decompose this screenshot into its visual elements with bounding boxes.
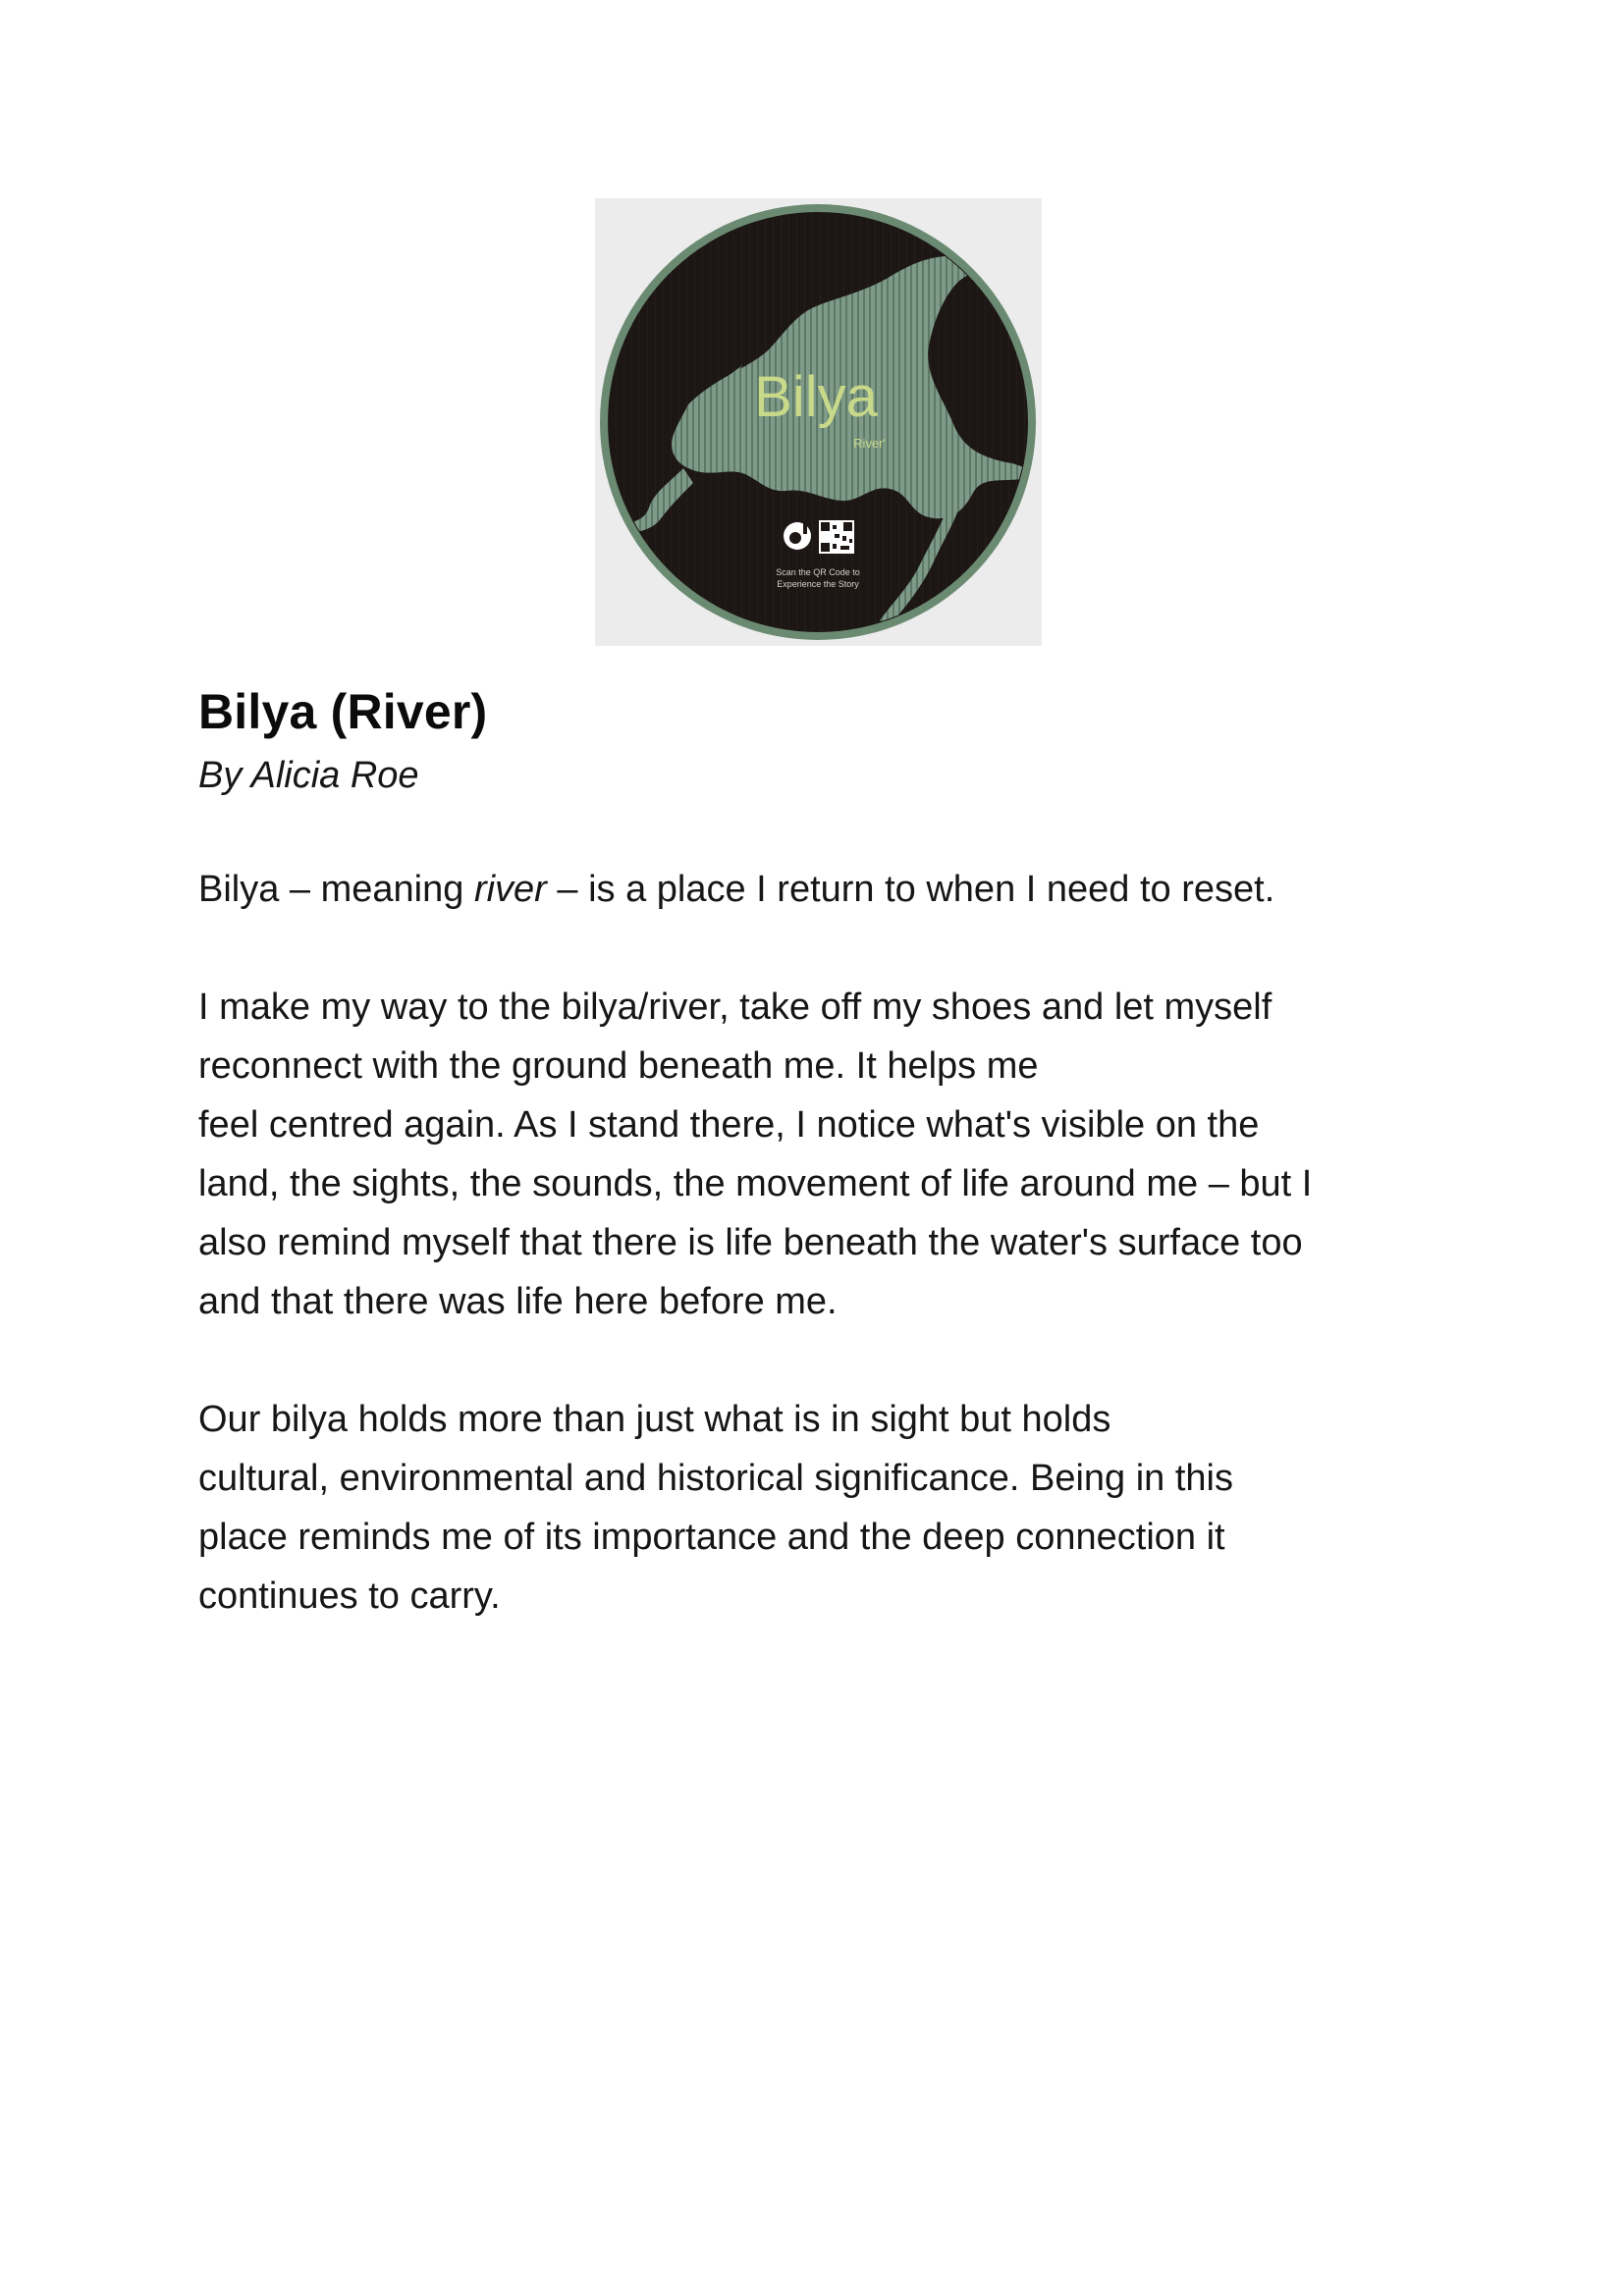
badge-caption-line-1: Scan the QR Code to bbox=[776, 567, 860, 577]
badge-subtitle: River' bbox=[853, 436, 886, 451]
paragraph-3 bbox=[198, 1390, 1475, 1626]
article bbox=[198, 675, 1475, 1626]
bilya-badge-image bbox=[595, 198, 1042, 646]
paragraph-2-line: land, the sights, the sounds, the movement of life around me – but I bbox=[198, 1163, 1313, 1204]
paragraph-3-line: place reminds me of its importance and the deep connection it bbox=[198, 1517, 1225, 1558]
paragraph-2-line: reconnect with the ground beneath me. It helps me bbox=[198, 1045, 1039, 1087]
article-title: Bilya (River) bbox=[198, 684, 488, 739]
paragraph-3-line: cultural, environmental and historical significance. Being in this bbox=[198, 1458, 1233, 1499]
paragraph-2-line: also remind myself that there is life beneath the water's surface too bbox=[198, 1222, 1303, 1263]
paragraph-3-line: continues to carry. bbox=[198, 1575, 501, 1617]
paragraph-2-line: I make my way to the bilya/river, take off my shoes and let myself bbox=[198, 987, 1272, 1028]
bilya-badge-graphic bbox=[595, 198, 1042, 646]
paragraph-2 bbox=[198, 978, 1475, 1331]
paragraph-1-emphasis: river bbox=[473, 869, 547, 910]
paragraph-1-text-start: Bilya – meaning bbox=[198, 869, 474, 910]
badge-caption-line-2: Experience the Story bbox=[777, 579, 859, 589]
article-byline: By Alicia Roe bbox=[198, 755, 419, 796]
paragraph-2-line: and that there was life here before me. bbox=[198, 1281, 838, 1322]
badge-title: Bilya bbox=[754, 365, 878, 429]
qr-code-icon bbox=[819, 520, 854, 554]
headphones-head-icon bbox=[784, 522, 811, 550]
paragraph-2-line: feel centred again. As I stand there, I notice what's visible on the bbox=[198, 1104, 1260, 1146]
paragraph-1 bbox=[198, 860, 1475, 919]
paragraph-3-line: Our bilya holds more than just what is in sight but holds bbox=[198, 1399, 1111, 1440]
paragraph-1-text-end: – is a place I return to when I need to reset. bbox=[546, 869, 1275, 910]
